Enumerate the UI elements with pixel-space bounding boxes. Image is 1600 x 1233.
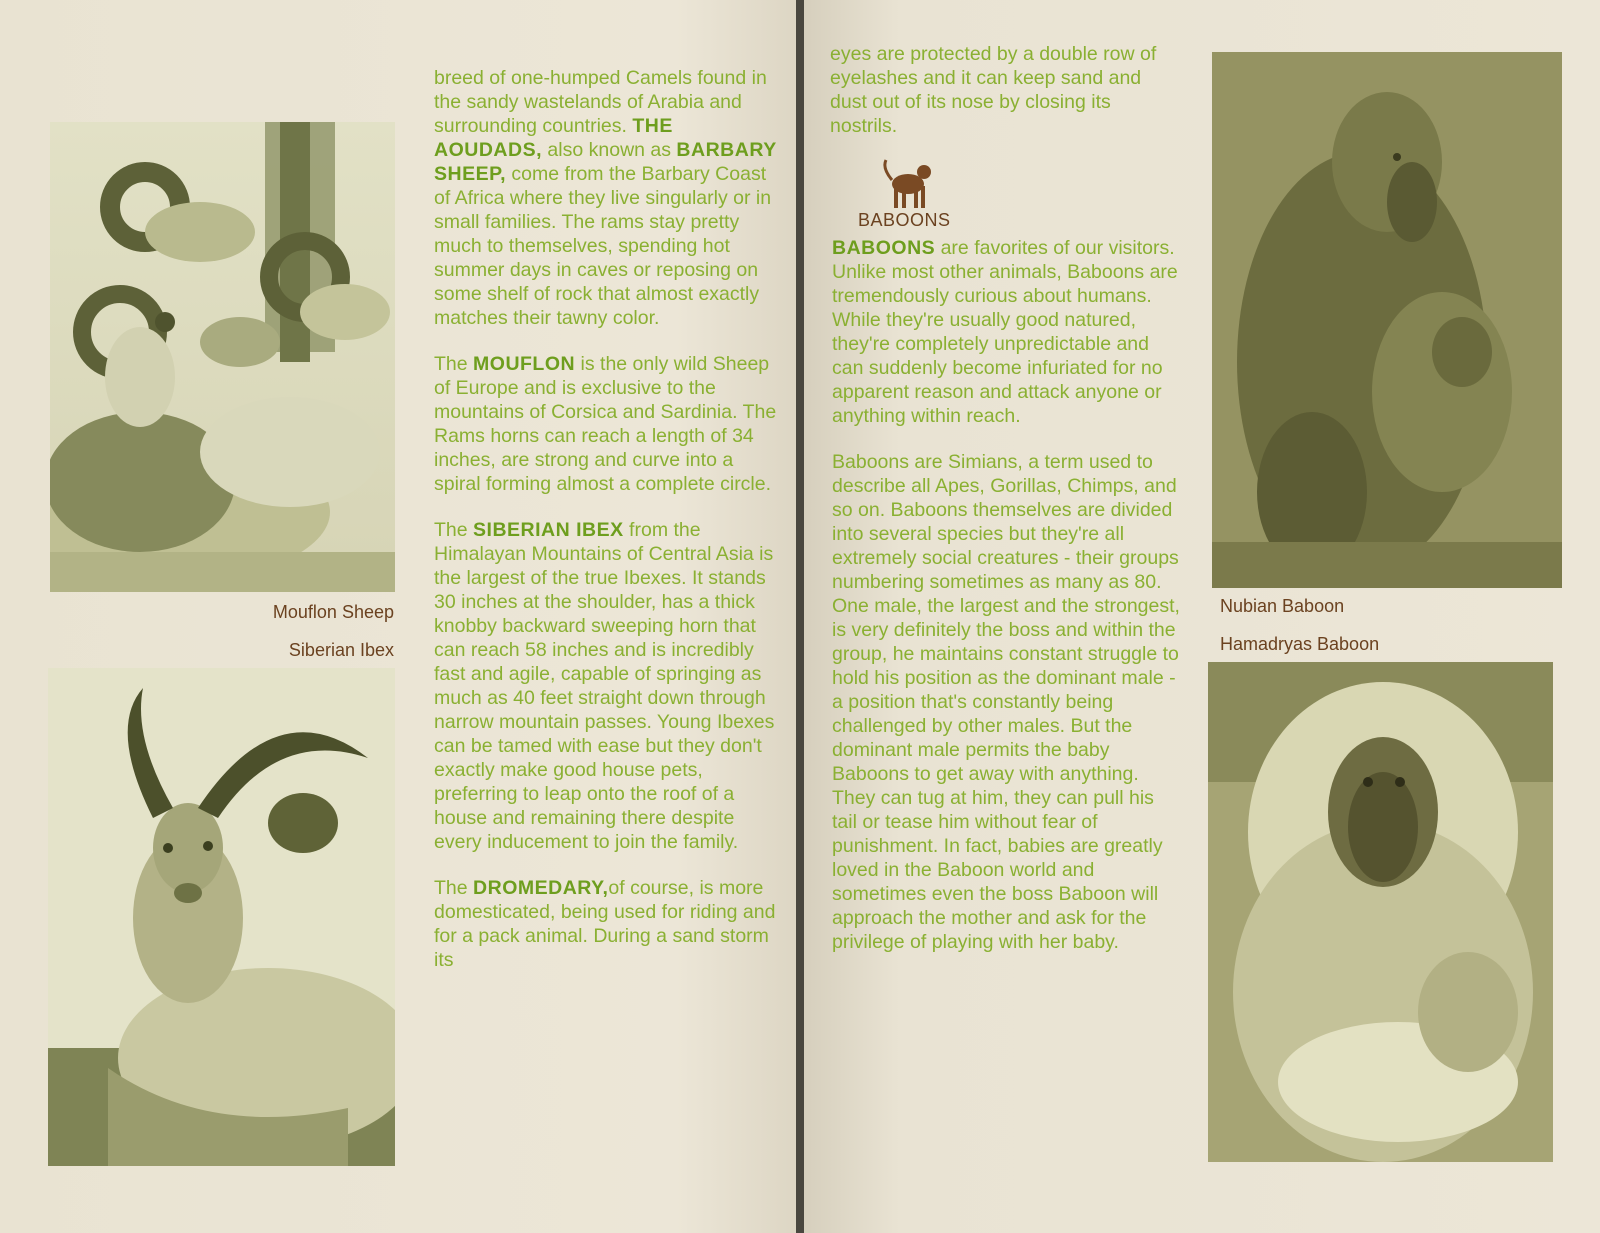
siberian-ibex-heading: SIBERIAN IBEX <box>473 519 624 541</box>
mouflon-sheep-photo <box>50 122 395 592</box>
text-run: The <box>434 353 474 375</box>
aoudads-paragraph <box>434 66 784 330</box>
dromedary-continued-paragraph: eyes are protected by a double row of eyelashes and it can keep sand and dust out of its nose by closing its nostrils. <box>830 43 1157 137</box>
text-run: The <box>434 877 474 899</box>
page-gutter <box>796 0 804 1233</box>
text-run: of course, is more domesticated, being used for riding and for a pack animal. During a sand storm its <box>434 877 776 971</box>
aoudads-heading: THE AOUDADS, <box>434 115 673 161</box>
hamadryas-baboon-photo <box>1208 662 1553 1162</box>
right-text-column-top <box>830 42 1170 160</box>
baboons-heading: BABOONS <box>832 237 936 259</box>
barbary-sheep-heading: BARBARY SHEEP, <box>434 139 777 185</box>
left-text-column <box>434 66 784 994</box>
hamadryas-baboon-caption: Hamadryas Baboon <box>1220 634 1380 654</box>
text-run: is the only wild Sheep of Europe and is exclusive to the mountains of Corsica and Sardinia. The Rams horns can reach a length of 34 inches, are strong and curve into a spiral forming almost a complete circle. <box>434 353 777 495</box>
siberian-ibex-photo <box>48 668 395 1166</box>
siberian-ibex-paragraph <box>434 518 784 854</box>
nubian-baboon-photo <box>1212 52 1562 588</box>
mouflon-paragraph <box>434 352 784 496</box>
simians-paragraph: Baboons are Simians, a term used to describe all Apes, Gorillas, Chimps, and so on. Baboons themselves are divided into several species but they're all extremely social creatures - their groups numbering sometimes as many as 80. One male, the largest and the strongest, is very definitely the boss and within the group, he maintains constant struggle to hold his position as the dominant male - a position that's constantly being challenged by other males. But the dominant male permits the baby Baboons to get away with anything. They can tug at him, they can pull his tail or tease him without fear of punishment. In fact, babies are greatly loved in the Baboon world and sometimes even the boss Baboon will approach the mother and ask for the privilege of playing with her baby. <box>832 451 1180 953</box>
mouflon-heading: MOUFLON <box>473 353 576 375</box>
baboons-heading-label: BABOONS <box>858 210 951 230</box>
text-run: breed of one-humped Camels found in the sandy wastelands of Arabia and surrounding countries. <box>434 67 767 137</box>
baboon-icon <box>880 158 936 210</box>
siberian-ibex-caption: Siberian Ibex <box>288 640 394 660</box>
text-run: from the Himalayan Mountains of Central Asia is the largest of the true Ibexes. It stands 30 inches at the shoulder, has a thick knobby backward sweeping horn that can reach 58 inches and is incredibly fast and agile, capable of springing as much as 40 feet straight down through narrow mountain passes. Young Ibexes can be tamed with ease but they don't exactly make good house pets, preferring to leap onto the roof of a house and remaining there despite every inducement to join the family. <box>434 519 775 853</box>
dromedary-paragraph <box>434 876 784 972</box>
right-text-column <box>832 236 1182 976</box>
text-run: also known as <box>542 139 677 161</box>
baboons-section-heading <box>858 158 1008 238</box>
text-run: come from the Barbary Coast of Africa where they live singularly or in small families. The rams stay pretty much to themselves, spending hot summer days in caves or reposing on some shelf of rock that almost exactly matches their tawny color. <box>434 163 772 329</box>
text-run: The <box>434 519 474 541</box>
text-run: are favorites of our visitors. Unlike most other animals, Baboons are tremendously curious about humans. While they're usually good natured, they're completely unpredictable and can suddenly become infuriated for no apparent reason and attack anyone or anything within reach. <box>832 237 1178 427</box>
dromedary-heading: DROMEDARY, <box>473 877 609 899</box>
mouflon-sheep-caption: Mouflon Sheep <box>272 602 394 622</box>
nubian-baboon-caption: Nubian Baboon <box>1220 596 1345 616</box>
baboons-paragraph <box>832 236 1182 428</box>
